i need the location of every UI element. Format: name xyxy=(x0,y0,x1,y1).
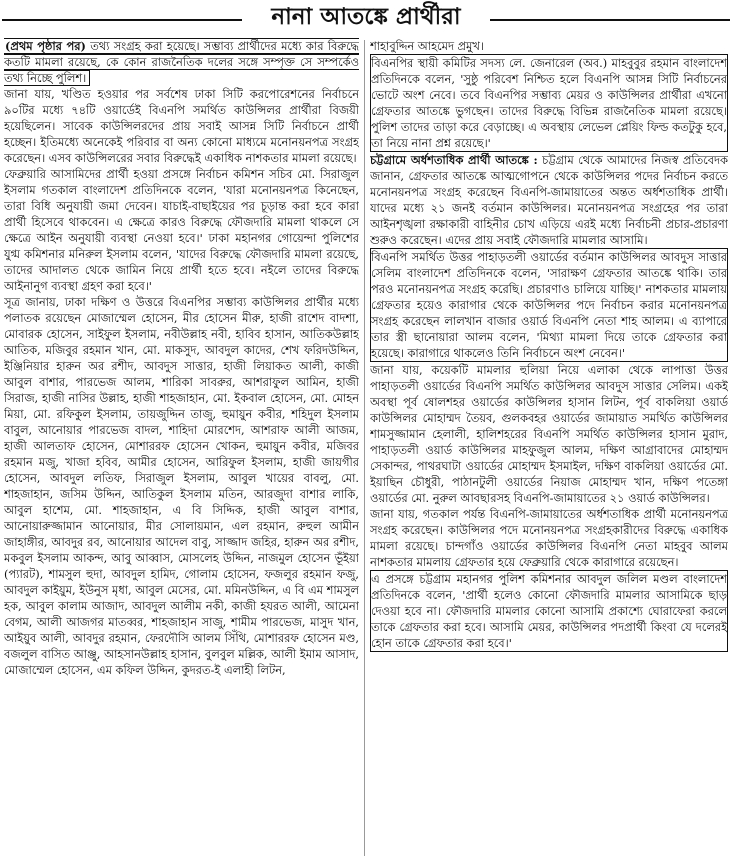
paragraph-chattogram xyxy=(370,152,728,248)
paragraph-dhaka-councillors: জানা যায়, খণ্ডিত হওয়ার পর সর্বশেষ ঢাকা সিটি করপোরেশনের নির্বাচনে ৯০টির মধ্যে ৭৪টি ওয়ার্ডেই বিএনপি সমর্থিত কাউন্সিলর প্রার্থীরা বিজয়ী হয়েছিলেন। সাবেক কাউন্সিলরদের প্রায় সবাই আসন্ন সিটি নির্বাচনে প্রার্থী হচ্ছেন। ইতিমধ্যে অনেকেই পরিবার বা অন্য কোনো মাধ্যমে মনোনয়নপত্র সংগ্রহ করেছেন। এসব কাউন্সিলরের সবার বিরুদ্ধেই একাধিক নাশকতার মামলা রয়েছে। xyxy=(4,87,359,165)
article-header xyxy=(0,0,732,38)
header-rule-left xyxy=(2,19,242,21)
left-column xyxy=(4,38,359,856)
paragraph-list-end: শাহাবুদ্দিন আহমেদ প্রমুখ। xyxy=(370,39,484,53)
continuation-paragraph xyxy=(4,38,359,86)
paragraph-absconding-candidates: সূত্র জানায়, ঢাকা দক্ষিণ ও উত্তরে বিএনপির সম্ভাব্য কাউন্সিলর প্রার্থীর মধ্যে পলাতক রয়েছেন মোজাম্মেল হোসেন, মীর হোসেন মীরু, হাজী রাশেদ বাদশা, মোবারক হোসেন, সাইফুল ইসলাম, নবীউল্লাহ নবী, হাবিব হাসান, আতিকউল্লাহ আতিক, মজিবুর রহমান খান, মো. মাকসুদ, আবদুল কাদের, শেখ ফরিদউদ্দিন, ইঞ্জিনিয়ার হারুন অর রশীদ, আবদুস সাত্তার, হাজী লিয়াকত আলী, কাজী আবুল বাশার, পারভেজ আলম, শারিকা সাবরুর, আশরাফুল আমিন, হাজী সিরাজ, হাজী নাসির উল্লাহ, হাজী শাহজাহান, মো. ইকবাল হোসেন, মো. মোহন মিয়া, মো. রফিকুল ইসলাম, তায়জুদ্দিন তাজু, হুমায়ুন কবীর, শহিদুল ইসলাম বাবুল, আনোয়ার পারভেজ বাদল, শাহিদা মোরশেদ, আশরাফ আলী আজম, হাজী আলতাফ হোসেন, মোশাররফ হোসেন খোকন, হুমায়ুন কবীর, মজিবর রহমান মজু, খাজা হবিব, আমীর হোসেন, আরিফুল ইসলাম, হাজী জায়গীর হোসেন, আবদুল লতিফ, সিরাজুল ইসলাম, আবুল খায়ের বাবলু, মো. শাহজাহান, জসিম উদ্দিন, আতিকুল ইসলাম মতিন, আরজুদা বাশার লাকি, আবুল হাশেম, মো. শাহজাহান, এ বি সিদ্দিক, হাজী আবুল বাশার, আনোয়ারুজ্জামান আনোয়ার, মীর সোলায়মান, এল রহমান, রুহুল আমীন জাহাঙ্গীর, আবদুর রব, আনোয়ার আদেল বাবু, সাজ্জাদ জহির, হারুন অর রশীদ, মকবুল ইসলাম আকন্দ, আবু আব্বাস, মোসলেহ উদ্দিন, নাজমুল হোসেন ভূঁইয়া (প্যারট), শামসুল হুদা, আবদুল হামিদ, গোলাম হোসেন, ফজলুর রহমান ফজু, আবদুল কাইয়ুম, ইউনুস মৃধা, আবুল মেসের, মো. মমিনউদ্দিন, এ বি এম শামসুল হক, আবুল কালাম আজাদ, আবদুল আলীম নকী, কাজী হযরত আলী, আমেনা বেগম, আলী আজগর মাতব্বর, শাহজাহান সাজু, শামীম পারভেজ, মাসুদ খান, আইয়ুব আলী, আবদুর রহমান, ফেরদৌসি আলম সিঁথি, মোশাররফ হোসেন মণ্ড, বজলুল বাসিত আঞ্জু, আহসানউল্লাহ হাসান, বুলবুল মল্লিক, আলী ইমাম আসাদ, মোজাম্মেল হোসেন, এম কফিল উদ্দিন, কুদরত-ই এলাহী লিটন, xyxy=(4,295,359,677)
paragraph-nominations: জানা যায়, গতকাল পর্যন্ত বিএনপি-জামায়াতের অর্ধশতাধিক প্রার্থী মনোনয়নপত্র সংগ্রহ করেছেন। কাউন্সিলর পদে মনোনয়নপত্র সংগ্রহকারীদের বিরুদ্ধে একাধিক মামলা রয়েছে। চান্দগাঁও ওয়ার্ডের কাউন্সিলর বিএনপি নেতা মাহবুব আলম নাশকতার মামলায় গ্রেফতার হয়ে ফেব্রুয়ারি থেকে কারাগারে রয়েছেন। xyxy=(370,507,728,569)
paragraph-bnp-statement: বিএনপির স্থায়ী কমিটির সদস্য লে. জেনারেল (অব.) মাহবুবুর রহমান বাংলাদেশ প্রতিদিনকে বলেন, 'সুষ্ঠু পরিবেশ নিশ্চিত হলে বিএনপি আসন্ন সিটি নির্বাচনের ভোটে অংশ নেবে। তবে বিএনপির সম্ভাব্য মেয়র ও কাউন্সিলর প্রার্থীরা এখনো গ্রেফতার আতঙ্কে ভুগছেন। তাদের বিরুদ্ধে বিভিন্ন রাজনৈতিক মামলা রয়েছে। পুলিশ তাদের তাড়া করে বেড়াচ্ছে। এ অবস্থায় লেভেল প্লেয়িং ফিল্ড কতটুকু হবে, তা নিয়ে নানা প্রশ্ন রয়েছে।' xyxy=(371,56,727,150)
continuation-tag[interactable]: (প্রথম পৃষ্ঠার পর) xyxy=(5,39,86,53)
intro-text: তথ্য সংগ্রহ করা হয়েছে। সম্ভাব্য প্রার্থীদের মধ্যে কার বিরুদ্ধে কতটি মামলা রয়েছে, কে কোন রাজনৈতিক দলের সঙ্গে সম্পৃক্ত সে সম্পর্কেও তথ্য নিচ্ছে পুলিশ। xyxy=(4,39,359,85)
subheading-chattogram: চট্টগ্রামে অর্ধশতাধিক প্রার্থী আতঙ্কে : xyxy=(370,153,538,167)
chattogram-text: চট্টগ্রাম থেকে আমাদের নিজস্ব প্রতিবেদক জানান, গ্রেফতার আতঙ্কে আত্মগোপনে থেকে কাউন্সিলর পদের নির্বাচন করতে মনোনয়নপত্র সংগ্রহ করেছেন বিএনপি-জামায়াতের অন্তত অর্ধশতাধিক প্রার্থী। যাদের মধ্যে ২১ জনই বর্তমান কাউন্সিলর। মনোনয়নপত্র সংগ্রহের পর তারা আইনশৃঙ্খলা রক্ষাকারী বাহিনীর চোখ এড়িয়ে এরই মধ্যে নির্বাচনী প্রচার-প্রচারণা শুরুও করেছেন। এদের প্রায় সবাই ফৌজদারি মামলার আসামি। xyxy=(370,153,728,247)
paragraph-selim-quote: বিএনপি সমর্থিত উত্তর পাহাড়তলী ওয়ার্ডের বর্তমান কাউন্সিলর আবদুস সাত্তার সেলিম বাংলাদেশ প্রতিদিনকে বলেন, 'সারাক্ষণ গ্রেফতার আতঙ্কে থাকি। তার পরও মনোনয়নপত্র সংগ্রহ করেছি। প্রচারণাও চালিয়ে যাচ্ছি।' নাশকতার মামলায় গ্রেফতার হয়েও কারাগার থেকে কাউন্সিলর পদে নির্বাচন করার মনোনয়নপত্র সংগ্রহ করেছেন লালখান বাজার ওয়ার্ড বিএনপি নেতা শাহ আলম। এ ব্যাপারে তার স্ত্রী ছানোয়ারা আলম বলেন, 'মিথ্যা মামলা দিয়ে তাকে গ্রেফতার করা হয়েছে। কারাগারে থাকলেও তিনি নির্বাচনে অংশ নেবেন।' xyxy=(371,250,727,360)
header-rule-right xyxy=(490,19,730,21)
article-headline: নানা আতঙ্কে প্রার্থীরা xyxy=(271,4,461,30)
paragraph-ec-secretary-quote: ফেব্রুয়ারি আসামিদের প্রার্থী হওয়া প্রসঙ্গে নির্বাচন কমিশন সচিব মো. সিরাজুল ইসলাম গতকাল বাংলাদেশ প্রতিদিনকে বলেন, 'যারা মনোনয়নপত্র কিনেছেন, তারা বিধি অনুযায়ী জমা দেবেন। যাচাই-বাছাইয়ের পর চূড়ান্ত করা হবে কারা প্রার্থী হিসেবে থাকবেন। এ ক্ষেত্রে কারও বিরুদ্ধে ফৌজদারি মামলা থাকলে সে ক্ষেত্রে আইন অনুযায়ী ব্যবস্থা নেওয়া হবে।' ঢাকা মহানগর গোয়েন্দা পুলিশের যুগ্ম কমিশনার মনিরুল ইসলাম বলেন, 'যাদের বিরুদ্ধে ফৌজদারি মামলা রয়েছে, তাদের আদালত থেকে জামিন নিয়ে প্রার্থী হতে হবে। নইলে তাদের বিরুদ্ধে আইনানুগ ব্যবস্থা গ্রহণ করা হবে।' xyxy=(4,167,359,293)
paragraph-police-commissioner: এ প্রসঙ্গে চট্টগ্রাম মহানগর পুলিশ কমিশনার আবদুল জলিল মণ্ডল বাংলাদেশ প্রতিদিনকে বলেন, 'প্রার্থী হলেও কোনো ফৌজদারি মামলার আসামিকে ছাড় দেওয়া হবে না। ফৌজদারি মামলার কোনো আসামি প্রকাশ্যে ঘোরাফেরা করলে তাকে গ্রেফতার করা হবে। আসামি মেয়র, কাউন্সিলর পদপ্রার্থী কিংবা যে দলেরই হোন তাকে গ্রেফতার করা হবে।' xyxy=(371,572,727,650)
paragraph-absconding-councillors: জানা যায়, কয়েকটি মামলার হুলিয়া নিয়ে এলাকা থেকে লাপাত্তা উত্তর পাহাড়তলী ওয়ার্ডের বিএনপি সমর্থিত কাউন্সিলর আবদুস সাত্তার সেলিম। একই অবস্থা পূর্ব ষোলশহর ওয়ার্ডের কাউন্সিলর হাসান লিটন, পূর্ব বাকলিয়া ওয়ার্ড কাউন্সিলর মোহাম্মদ তৈয়ব, গুলকবহর ওয়ার্ডের জামায়াত সমর্থিত কাউন্সিলর শামসুজ্জামান হেলালী, হালিশহরের বিএনপি সমর্থিত কাউন্সিলর হাসান মুরাদ, পাহাড়তলী ওয়ার্ড কাউন্সিলর মাহফুজুল আলম, দক্ষিণ আগ্রাবাদের মোহাম্মদ সেকান্দর, পাথরঘাটা ওয়ার্ডের মোহাম্মদ ইসমাইল, দক্ষিণ বাকলিয়া ওয়ার্ডের মো. ইয়াছিন চৌধুরী, পাঠানটুলী ওয়ার্ডের নিয়াজ মোহাম্মদ খান, দক্ষিণ পতেঙ্গা ওয়ার্ডের মো. নুরুল আবছারসহ বিএনপি-জামায়াতের ২১ ওয়ার্ড কাউন্সিলর। xyxy=(370,363,728,505)
boxed-intro xyxy=(4,38,359,86)
right-column xyxy=(370,38,728,856)
column-divider xyxy=(364,40,365,856)
